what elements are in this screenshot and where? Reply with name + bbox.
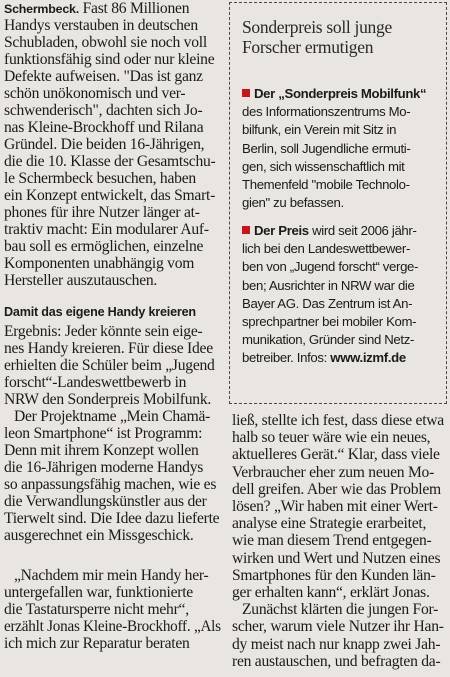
article-line: Verbraucher eher zum neuen Mo- (232, 463, 435, 481)
article-line: ger erhalten kann“, erklärt Jonas. (232, 584, 430, 601)
bold-lead: Der „Sonderpreis Mobilfunk“ (254, 86, 427, 101)
article-line: wirken und Wert und Nutzen eines (232, 549, 441, 567)
article-line: Handys verstauben in deutschen (4, 17, 198, 34)
article-line: traktiv macht: Ein modularer Auf- (4, 221, 209, 238)
article-line: ein Konzept entwickelt, das Smart- (4, 187, 216, 204)
article-line: wie man diesem Trend entgegen- (232, 532, 432, 550)
article-line: funktionsfähig sind oder nur kleine (4, 51, 215, 68)
article-line: erzählt Jonas Kleine-Brockhoff. „Als (4, 618, 221, 635)
article-line: Schermbeck. Fast 86 Millionen (4, 0, 190, 17)
article-line: ren austauschen, und befragten da- (232, 652, 441, 670)
article-line: le Schermbeck besuchen, haben (4, 170, 196, 187)
article-line: so anpassungsfähig machen, wie es (4, 476, 217, 493)
article-line: schwenderisch", dachten sich Jo- (4, 102, 203, 119)
article-line: Komponenten unabhängig vom (4, 255, 195, 272)
red-square-icon (242, 226, 250, 234)
info-box: Sonderpreis soll junge Forscher ermutigen Der „Sonderpreis Mobilfunk“ des Informationszentrums Mo- bilfunk, ein Verein mit Sitz in Berlin, soll Jugendliche ermuti- gen, sich wissenschaftlich mit Themenfeld "mobile Technolo- gien" zu befassen. Der Preis wird seit 2006 jähr- lich bei den Landeswettbewer- ben von „Jugend forscht“ verge- ben; Ausrichter in NRW war die Bayer AG. Das Zentrum ist An- sprechpartner bei mobiler Kom- munikation, Gründer sind Netz- betreiber. Infos: www.izmf.de (229, 2, 447, 404)
article-line: Denn mit ihrem Konzept wollen (4, 442, 199, 459)
article-line: lösen? „Wir haben mit einer Wert- (232, 498, 438, 515)
article-line: „Nachdem mir mein Handy her- (14, 567, 209, 584)
article-line: Zunächst klärten die jungen For- (242, 601, 439, 619)
article-line: scher, warum viele Nutzer ihr Han- (232, 618, 444, 636)
article-line: Schubladen, obwohl sie noch voll (4, 34, 207, 51)
article-line: erhielten die Schüler beim „Jugend (4, 357, 215, 374)
article-line: nes Handy kreieren. Für diese Idee (4, 340, 213, 357)
article-line: die die 10. Klasse der Gesamtschu- (4, 153, 216, 170)
article-line: analyse eine Strategie erarbeitet, (232, 515, 427, 533)
article-line: die Tastatursperre nicht mehr“, (4, 601, 189, 618)
article-line: untergefallen war, funktionierte (4, 584, 193, 601)
article-line: die Verwandlungskünstler aus der (4, 493, 207, 510)
article-line: Tierwelt sind. Die Idee dazu lieferte (4, 510, 220, 527)
article-line: dell greifen. Aber wie das Problem (232, 480, 441, 498)
heading-line: Forscher ermutigen (242, 37, 374, 57)
article-line: Smartphones für den Kunden län- (232, 566, 436, 584)
left-column (4, 0, 223, 677)
article-line: schön unökonomisch und ver- (4, 85, 186, 102)
article-line: ausgerechnet ein Missgeschick. (4, 527, 194, 544)
bold-lead: Der Preis (254, 223, 309, 238)
article-line: Defekte aufweisen. "Das ist ganz (4, 68, 203, 85)
article-line: dy meist nach nur knapp zwei Jah- (232, 635, 441, 653)
article-line: leon Smartphone“ ist Programm: (4, 425, 203, 442)
right-column (232, 412, 448, 677)
subheading: Damit das eigene Handy kreieren (4, 305, 196, 319)
article-line: Ergebnis: Jeder könnte sein eige- (4, 323, 203, 340)
article-line: ich mich zur Reparatur beraten (4, 635, 190, 652)
article-line: ließ, stellte ich fest, dass diese etwa (232, 412, 444, 429)
article-line: die 16-Jährigen moderne Handys (4, 459, 204, 476)
article-line: Gründel. Die beiden 16-Jährigen, (4, 136, 205, 153)
article-line: nas Kleine-Brockhoff und Rilana (4, 119, 204, 136)
article-line: phones für ihre Nutzer länger at- (4, 204, 200, 221)
article-line: NRW den Sonderpreis Mobilfunk. (4, 391, 212, 408)
article-line: Hersteller auszutauschen. (4, 272, 158, 289)
article-line: halb so teuer wäre wie ein neues, (232, 429, 431, 447)
article-line: Der Projektname „Mein Chamä- (14, 408, 211, 425)
heading-line: Sonderpreis soll junge (242, 17, 392, 37)
website-link[interactable]: www.izmf.de (330, 350, 406, 366)
article-line: aktuelleres Gerät.“ Klar, dass viele (232, 446, 440, 464)
dateline: Schermbeck. (4, 2, 79, 16)
red-square-icon (242, 89, 250, 97)
article-line: forscht“-Landeswettbewerb in (4, 374, 187, 391)
article-line: bau soll es ermöglichen, einzelne (4, 238, 204, 255)
